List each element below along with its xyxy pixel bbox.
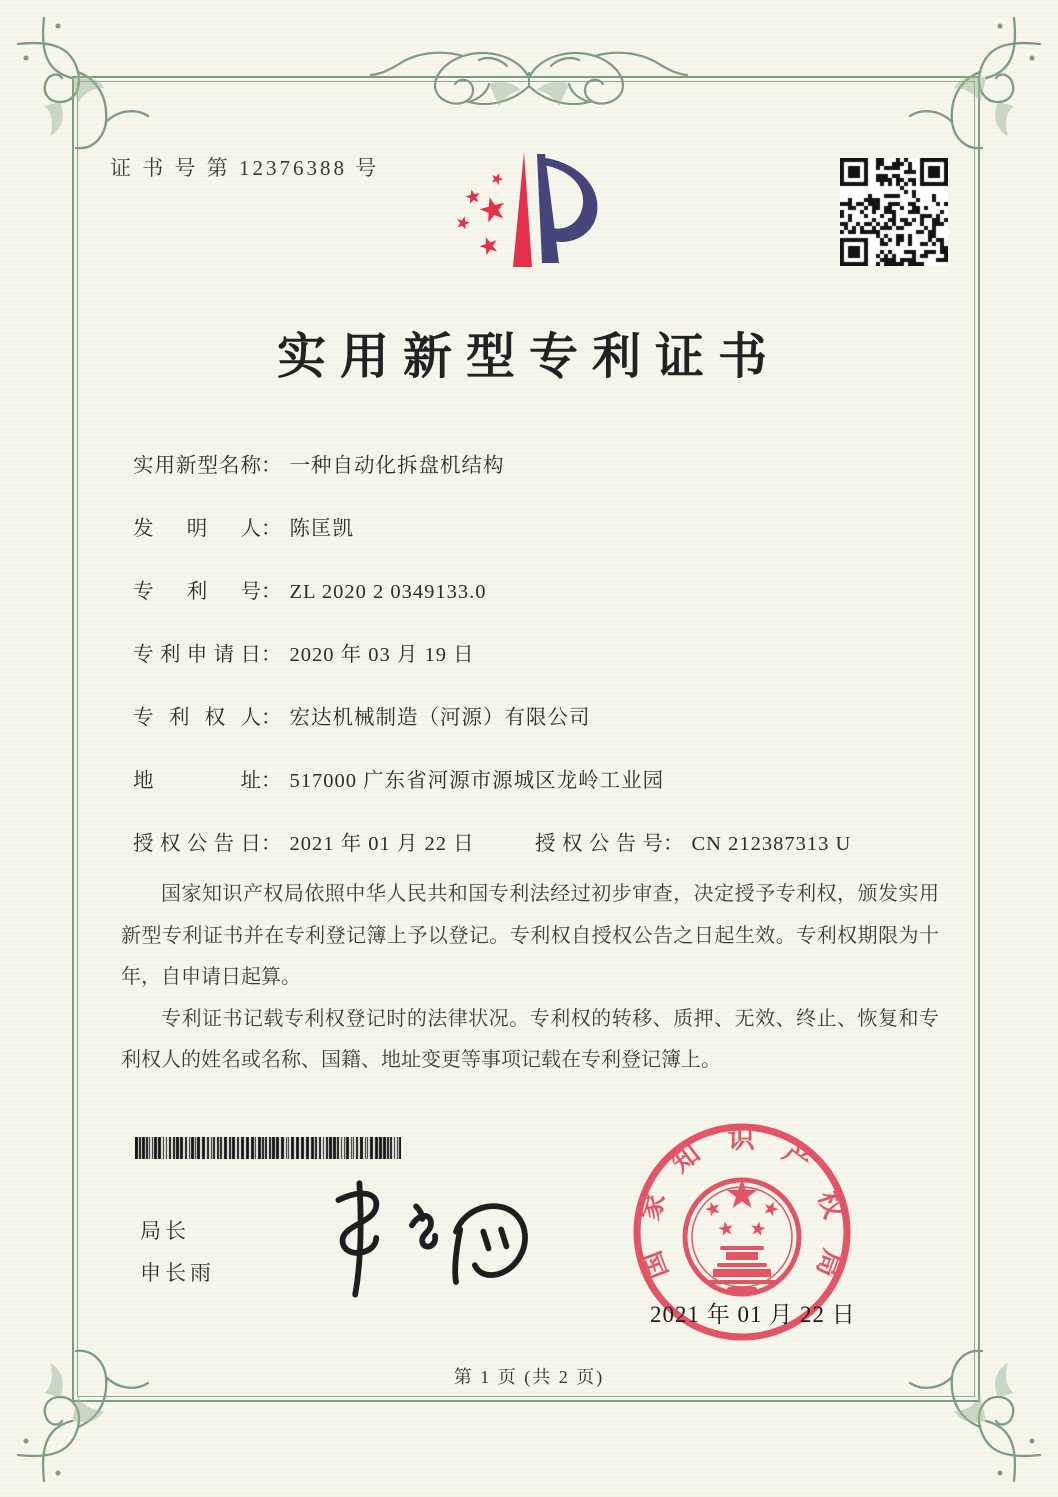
- field-colon: ：: [261, 770, 282, 792]
- field-label: 地址: [133, 770, 261, 792]
- field-row-grant: [133, 826, 945, 855]
- field-colon: ：: [261, 644, 282, 666]
- legal-paragraph-2: 专利证书记载专利权登记时的法律状况。专利权的转移、质押、无效、终止、恢复和专利权人的姓名或名称、国籍、地址变更等事项记载在专利登记簿上。: [121, 1007, 939, 1071]
- certificate-number: 证 书 号 第 12376388 号: [110, 156, 380, 180]
- qr-code: [840, 158, 948, 266]
- border-ornament-top-right: [894, 14, 1044, 164]
- logo-p-stem-icon: [537, 154, 559, 263]
- signer-name: 申长雨: [140, 1261, 215, 1285]
- cnipa-logo: [452, 146, 604, 276]
- border-ornament-top-center: [369, 42, 689, 112]
- field-label: 专利号: [133, 581, 261, 603]
- field-colon: ：: [261, 833, 282, 855]
- grant-number-value: CN 212387313 U: [691, 833, 852, 855]
- field-row-patentee: [133, 700, 945, 729]
- field-label: 发明人: [133, 518, 261, 540]
- logo-p-bowl-icon: [543, 158, 597, 242]
- legal-paragraph-1: 国家知识产权局依照中华人民共和国专利法经过初步审查，决定授予专利权，颁发实用新型专利证书并在专利登记簿上予以登记。专利权自授权公告之日起生效。专利权期限为十年，自申请日起算。: [121, 883, 939, 988]
- border-ornament-bottom-left: [14, 1335, 164, 1485]
- certificate-title: 实用新型专利证书: [276, 329, 781, 384]
- seal-text: 国家知识产权局: [634, 1123, 850, 1283]
- field-colon: ：: [261, 518, 282, 540]
- page-number: 第 1 页 (共 2 页): [453, 1367, 605, 1387]
- field-label: 授权公告日: [133, 833, 261, 855]
- field-colon: ：: [261, 707, 282, 729]
- field-colon: ：: [261, 581, 282, 603]
- field-row-utility-name: [133, 448, 945, 477]
- signer-title: 局长: [140, 1219, 190, 1243]
- field-label: 专利权人: [133, 707, 261, 729]
- field-row-patent-no: [133, 574, 945, 603]
- seal-emblem-icon: [685, 1179, 799, 1294]
- field-label: 授权公告号: [535, 833, 663, 855]
- field-value: 517000 广东省河源市源城区龙岭工业园: [289, 770, 665, 792]
- grant-date-value: 2021 年 01 月 22 日: [289, 833, 475, 855]
- logo-wedge-icon: [513, 152, 532, 267]
- field-label: 实用新型名称: [133, 455, 261, 477]
- logo-stars-icon: [455, 171, 508, 256]
- legal-text: [121, 874, 939, 1082]
- seal-date: 2021 年 01 月 22 日: [650, 1302, 856, 1327]
- field-value: 陈匡凯: [289, 518, 354, 540]
- field-value: 一种自动化拆盘机结构: [289, 455, 505, 477]
- field-label: 专利申请日: [133, 644, 261, 666]
- field-list: [133, 448, 945, 889]
- border-ornament-bottom-right: [894, 1335, 1044, 1485]
- field-colon: ：: [261, 455, 282, 477]
- field-value: 2020 年 03 月 19 日: [289, 644, 475, 666]
- border-ornament-top-left: [14, 14, 164, 164]
- director-signature: [288, 1176, 540, 1304]
- field-value: ZL 2020 2 0349133.0: [289, 581, 487, 603]
- barcode: [135, 1137, 401, 1159]
- field-row-filing-date: [133, 637, 945, 666]
- grant-number-group: [535, 826, 851, 856]
- field-row-address: [133, 763, 945, 792]
- field-row-inventor: [133, 511, 945, 540]
- field-value: 宏达机械制造（河源）有限公司: [289, 707, 591, 729]
- field-colon: ：: [663, 833, 684, 855]
